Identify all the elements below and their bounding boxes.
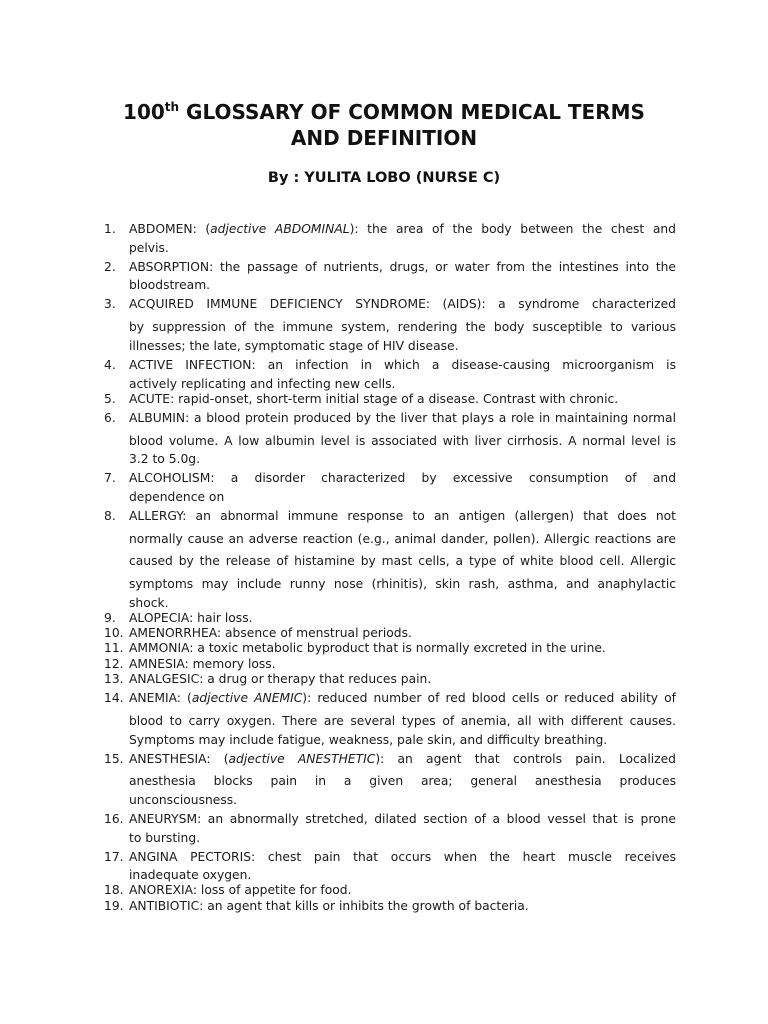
entry-number: 4. — [104, 357, 116, 372]
definition-line: AMNESIA: memory loss. — [129, 656, 276, 671]
definition-line: anesthesia blocks pain in a given area; general anesthesia produces — [129, 774, 676, 789]
document-title — [60, 99, 708, 151]
entry-number: 19. — [104, 898, 124, 913]
definition-line: shock. — [129, 595, 169, 610]
entry-definition — [129, 657, 676, 672]
definition-line: to bursting. — [129, 830, 201, 845]
entry-definition — [129, 611, 676, 626]
entry-definition — [129, 293, 676, 353]
entry-definition — [129, 467, 676, 505]
definition-line: AMENORRHEA: absence of menstrual periods. — [129, 626, 412, 641]
entry-number: 7. — [104, 471, 116, 486]
entry-number: 9. — [104, 610, 116, 625]
entry-definition — [129, 354, 676, 392]
entry-number: 3. — [104, 297, 116, 312]
entry-number: 15. — [104, 751, 124, 766]
definition-line: ANESTHESIA: (adjective ANESTHETIC): an agent that controls pain. Localized — [129, 751, 676, 766]
entry-definition — [129, 392, 676, 407]
glossary-entry — [0, 611, 768, 626]
definition-line: ALCOHOLISM: a disorder characterized by excessive consumption of and — [129, 471, 676, 486]
entry-number: 1. — [104, 222, 116, 236]
definition-line: pelvis. — [129, 240, 169, 255]
entry-definition — [129, 846, 676, 884]
glossary-entry — [0, 218, 768, 256]
glossary-entry — [0, 293, 768, 353]
title-number: 100 — [123, 100, 165, 124]
glossary-entry — [0, 846, 768, 884]
glossary-entry — [0, 354, 768, 392]
glossary-entry — [0, 657, 768, 672]
definition-line: blood volume. A low albumin level is associated with liver cirrhosis. A normal level is — [129, 433, 676, 448]
glossary-entry — [0, 505, 768, 611]
entry-number: 5. — [104, 391, 116, 406]
entry-definition — [129, 407, 676, 467]
definition-line: ANALGESIC: a drug or therapy that reduces pain. — [129, 671, 432, 686]
glossary-entry — [0, 626, 768, 641]
entry-definition — [129, 808, 676, 846]
entry-number: 13. — [104, 671, 124, 686]
entry-number: 17. — [104, 849, 124, 864]
definition-line: AMMONIA: a toxic metabolic byproduct that is normally excreted in the urine. — [129, 641, 606, 656]
definition-line: ANGINA PECTORIS: chest pain that occurs when the heart muscle receives — [129, 849, 676, 864]
definition-line: blood to carry oxygen. There are several types of anemia, all with different causes. — [129, 713, 676, 728]
definition-line: ALBUMIN: a blood protein produced by the liver that plays a role in maintaining normal — [129, 410, 676, 425]
glossary-entry — [0, 392, 768, 407]
entry-definition — [129, 672, 676, 687]
entry-definition — [129, 218, 676, 256]
author-byline: By : YULITA LOBO (NURSE C) — [267, 170, 501, 186]
entry-definition — [129, 641, 676, 656]
entry-number: 8. — [104, 508, 116, 523]
glossary-entry — [0, 467, 768, 505]
glossary-entry — [0, 883, 768, 898]
definition-line: ABDOMEN: (adjective ABDOMINAL): the area of the body between the chest and — [129, 222, 676, 236]
definition-line: ACUTE: rapid-onset, short-term initial stage of a disease. Contrast with chronic. — [129, 391, 619, 406]
definition-line: ACTIVE INFECTION: an infection in which a disease-causing microorganism is — [129, 357, 676, 372]
entry-definition — [129, 748, 676, 808]
entry-number: 11. — [104, 641, 124, 656]
glossary-entry — [0, 748, 768, 808]
glossary-entry — [0, 672, 768, 687]
entry-number: 14. — [104, 691, 124, 706]
title-superscript: th — [164, 100, 180, 114]
definition-line: unconsciousness. — [129, 793, 238, 808]
glossary-entry — [0, 407, 768, 467]
definition-line: ANTIBIOTIC: an agent that kills or inhibits the growth of bacteria. — [129, 898, 529, 913]
definition-line: normally cause an adverse reaction (e.g., animal dander, pollen). Allergic reactions are — [129, 531, 676, 546]
entry-definition — [129, 256, 676, 294]
entry-definition — [129, 626, 676, 641]
entry-definition — [129, 899, 676, 914]
entry-number: 10. — [104, 626, 124, 641]
definition-line: ACQUIRED IMMUNE DEFICIENCY SYNDROME: (AIDS): a syndrome characterized — [129, 297, 676, 312]
glossary-list — [0, 218, 768, 914]
definition-line: caused by the release of histamine by mast cells, a type of white blood cell. Allergic — [129, 554, 676, 569]
title-line1-text: GLOSSARY OF COMMON MEDICAL TERMS — [179, 100, 645, 124]
definition-line: 3.2 to 5.0g. — [129, 452, 200, 467]
definition-line: ALOPECIA: hair loss. — [129, 610, 253, 625]
glossary-entry — [0, 641, 768, 656]
definition-line: ANOREXIA: loss of appetite for food. — [129, 883, 352, 898]
definition-line: actively replicating and infecting new cells. — [129, 376, 396, 391]
entry-number: 12. — [104, 656, 124, 671]
entry-number: 2. — [104, 259, 116, 274]
definition-line: bloodstream. — [129, 278, 211, 293]
glossary-entry — [0, 687, 768, 747]
definition-line: ANEMIA: (adjective ANEMIC): reduced number of red blood cells or reduced ability of — [129, 691, 676, 706]
entry-definition — [129, 883, 676, 898]
title-line2-text: AND DEFINITION — [290, 126, 478, 150]
glossary-entry — [0, 256, 768, 294]
glossary-entry — [0, 899, 768, 914]
definition-line: ALLERGY: an abnormal immune response to an antigen (allergen) that does not — [129, 508, 676, 523]
entry-definition — [129, 505, 676, 611]
definition-line: illnesses; the late, symptomatic stage of HIV disease. — [129, 338, 459, 353]
entry-number: 18. — [104, 883, 124, 898]
definition-line: inadequate oxygen. — [129, 868, 252, 883]
definition-line: ABSORPTION: the passage of nutrients, drugs, or water from the intestines into the — [129, 259, 676, 274]
definition-line: ANEURYSM: an abnormally stretched, dilated section of a blood vessel that is prone — [129, 812, 676, 827]
definition-line: by suppression of the immune system, rendering the body susceptible to various — [129, 320, 676, 335]
entry-definition — [129, 687, 676, 747]
entry-number: 6. — [104, 410, 116, 425]
definition-line: Symptoms may include fatigue, weakness, pale skin, and difficulty breathing. — [129, 732, 608, 747]
definition-line: symptoms may include runny nose (rhinitis), skin rash, asthma, and anaphylactic — [129, 577, 676, 592]
entry-number: 16. — [104, 812, 124, 827]
glossary-entry — [0, 808, 768, 846]
definition-line: dependence on — [129, 489, 225, 504]
